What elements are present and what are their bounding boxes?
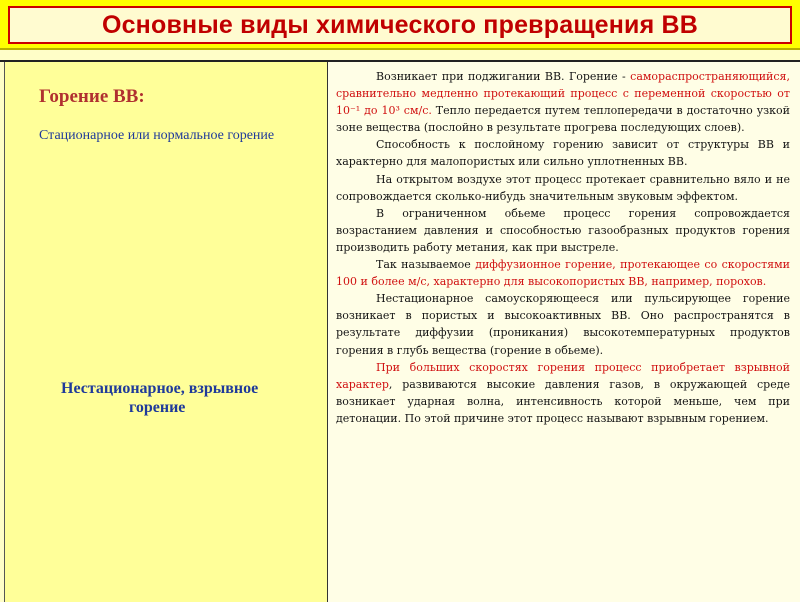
highlight-text: самораспространяющийся, сравнительно медленно протекающий процесс с переменной скоростью от 10⁻¹ до 10³ см/с. [336,70,790,118]
right-column [328,62,800,602]
paragraph-3: На открытом воздухе этот процесс протекает сравнительно вяло и не сопровождается сколько-нибудь значительным звуковым эффектом. [336,172,790,203]
paragraph-5 [336,256,790,290]
title-bar [0,0,800,50]
paragraph-1 [336,68,790,136]
subheading-nonstationary [61,379,321,417]
paragraph-2: Способность к послойному горению зависит от структуры ВВ и характерно для малопористых или сильно уплотненных ВВ. [336,138,790,169]
page-title: Основные виды химического превращения ВВ [101,10,699,39]
content-table [0,60,800,600]
paragraph-4: В ограниченном обьеме процесс горения сопровождается возрастанием давления и способностью газообразных продуктов горения производить работу метания, как при выстреле. [336,206,790,254]
body-text [336,68,790,427]
paragraph-7 [336,359,790,427]
highlight-text: При больших скоростях горения процесс приобретает взрывной характер [336,360,790,391]
body-text-segment: , развиваются высокие давления газов, в окружающей среде возникает ударная волна, интенсивность которой меньше, чем при детонации. По этой причине этот процесс называют взрывным горением. [336,377,790,425]
subheading-nonstationary-line2: горение [129,399,186,416]
subheading-nonstationary-line1: Нестационарное, взрывное [61,380,259,397]
heading-combustion: Горение ВВ: [39,86,145,107]
title-box [8,6,792,44]
body-text-segment: Тепло передается путем теплопередачи в достаточно узкой зоне вещества (послойно в результате прогрева последующих слоев). [336,104,790,135]
body-text-segment: Возникает при поджигании ВВ. Горение - [376,70,631,83]
left-column [4,62,328,602]
subheading-stationary: Стационарное или нормальное горение [39,128,275,143]
highlight-text: диффузионное горение, протекающее со скоростями 100 и более м/с, характерно для высокопористых ВВ, например, порохов. [336,258,790,289]
paragraph-6: Нестационарное самоускоряющееся или пульсирующее горение возникает в пористых и высокоактивных ВВ. Оно распространятся в результате диффузии (проникания) высокотемпературных продуктов горения в глубь вещества (горение в обьеме). [336,292,790,357]
body-text-segment: Так называемое [376,258,476,272]
